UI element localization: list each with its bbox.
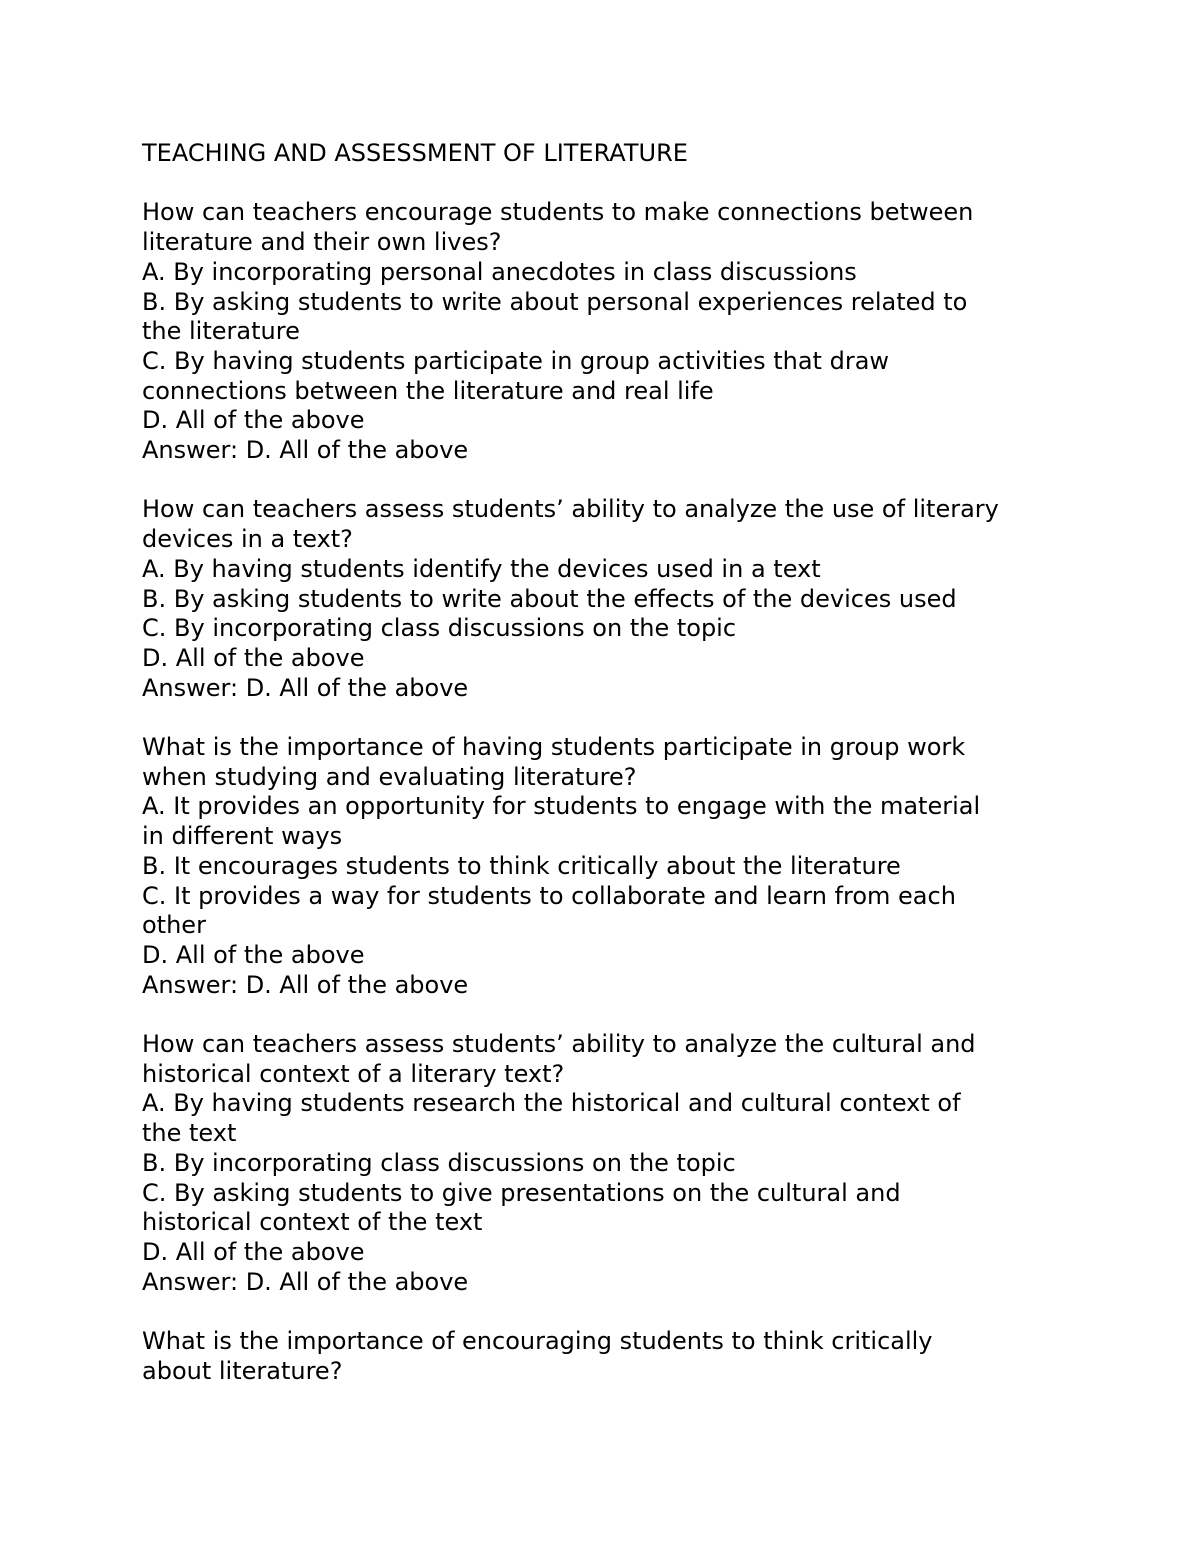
option-line: A. By having students identify the devices used in a text xyxy=(142,554,821,583)
option-line: other xyxy=(142,911,206,940)
question-text-line: What is the importance of having students participate in group work xyxy=(142,733,966,762)
option-line: B. By asking students to write about personal experiences related to xyxy=(142,287,968,316)
option-line: A. It provides an opportunity for students to engage with the material xyxy=(142,792,981,821)
option-line: in different ways xyxy=(142,822,343,851)
question-text-line: literature and their own lives? xyxy=(142,228,502,257)
question-block xyxy=(142,198,1102,465)
question-block xyxy=(142,1327,1102,1386)
option-line: the text xyxy=(142,1119,237,1148)
option-line: the literature xyxy=(142,317,300,346)
option-line: A. By having students research the historical and cultural context of xyxy=(142,1089,961,1118)
option-line: C. By incorporating class discussions on the topic xyxy=(142,614,737,643)
option-line: connections between the literature and real life xyxy=(142,376,714,405)
option-line: C. By having students participate in group activities that draw xyxy=(142,346,890,375)
option-line: historical context of the text xyxy=(142,1208,483,1237)
option-line: B. By asking students to write about the effects of the devices used xyxy=(142,584,957,613)
question-text-line: historical context of a literary text? xyxy=(142,1059,565,1088)
option-line: C. By asking students to give presentations on the cultural and xyxy=(142,1178,901,1207)
option-line: A. By incorporating personal anecdotes in class discussions xyxy=(142,257,857,286)
question-block xyxy=(142,495,1102,703)
option-line: D. All of the above xyxy=(142,1237,365,1266)
question-text-line: when studying and evaluating literature? xyxy=(142,762,637,791)
document-title: TEACHING AND ASSESSMENT OF LITERATURE xyxy=(142,139,688,167)
option-line: C. It provides a way for students to collaborate and learn from each xyxy=(142,881,956,910)
option-line: B. By incorporating class discussions on the topic xyxy=(142,1148,736,1177)
option-line: B. It encourages students to think critically about the literature xyxy=(142,851,901,880)
question-block xyxy=(142,733,1102,1000)
question-block xyxy=(142,1030,1102,1297)
document-body xyxy=(142,139,1102,1386)
question-text-line: What is the importance of encouraging students to think critically xyxy=(142,1327,933,1356)
option-line: D. All of the above xyxy=(142,940,365,969)
answer-line: Answer: D. All of the above xyxy=(142,673,469,702)
question-text-line: about literature? xyxy=(142,1356,343,1385)
question-text-line: devices in a text? xyxy=(142,525,353,554)
question-text-line: How can teachers encourage students to make connections between xyxy=(142,198,974,227)
answer-line: Answer: D. All of the above xyxy=(142,1267,469,1296)
option-line: D. All of the above xyxy=(142,643,365,672)
option-line: D. All of the above xyxy=(142,406,365,435)
answer-line: Answer: D. All of the above xyxy=(142,970,469,999)
question-text-line: How can teachers assess students’ ability to analyze the cultural and xyxy=(142,1030,976,1059)
answer-line: Answer: D. All of the above xyxy=(142,436,469,465)
question-text-line: How can teachers assess students’ ability to analyze the use of literary xyxy=(142,495,999,524)
